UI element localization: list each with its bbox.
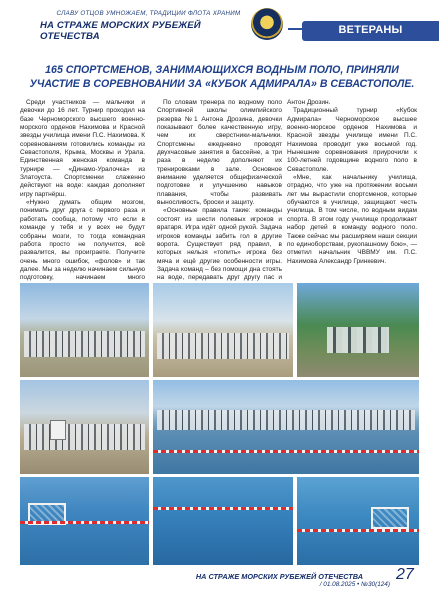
article-column-2 bbox=[157, 99, 282, 308]
lane-float bbox=[297, 529, 419, 532]
cadets-lineup bbox=[24, 331, 145, 357]
paragraph: «Основные правила такие: команды состоят из шести полевых игроков и вратаря. Игра идёт одной рукой. Задача игроков команды забить гол в другие ворота. Существует ряд правил, в которых нельзя «топить» игрока без мяча и ещё другие особенности игры. Задача команд – без помощи дна стоять на воде, передавать друг другу пас и bbox=[157, 207, 282, 282]
page-footer bbox=[0, 566, 439, 600]
water-polo-photo-icon bbox=[153, 477, 293, 565]
beach-photo-icon bbox=[153, 380, 419, 474]
group-photo-icon bbox=[153, 283, 293, 377]
section-label: ВЕТЕРАНЫ bbox=[338, 24, 403, 36]
lane-float bbox=[20, 521, 149, 524]
footer-title: НА СТРАЖЕ МОРСКИХ РУБЕЖЕЙ ОТЕЧЕСТВА bbox=[195, 572, 363, 581]
team-sign bbox=[50, 420, 66, 440]
lane-float bbox=[153, 507, 293, 510]
page-header bbox=[0, 0, 439, 50]
paragraph: По словам тренера по водному поло Спортивной школы олимпийского резерва №1 Антона Дрозина, девочки показывают более качественную игру, чем их сверстники-мальчики. Спортсмены ежедневно проводят двухчасовые занятия в бассейне, а три раза в неделю дополняют их тренировками в зале. Основное внимание уделяется общефизической подготовке и улучшению навыков плавания, чтобы развивать выносливость, броски и защиту. bbox=[157, 99, 282, 207]
section-tab bbox=[302, 21, 439, 41]
header-slogan: СЛАВУ ОТЦОВ УМНОЖАЕМ, ТРАДИЦИИ ФЛОТА ХРАНИМ bbox=[56, 10, 241, 17]
goal-net bbox=[371, 507, 409, 529]
group-photo-icon bbox=[20, 283, 149, 377]
water-polo-photo-icon bbox=[20, 477, 149, 565]
cadets-lineup bbox=[24, 424, 145, 450]
paragraph: Среди участников — мальчики и девочки до 16 лет. Турнир проходил на базе Черноморского высшего военно-морского орденов Нахимова и Красной звезды училища имени П.С. Нахимова. К соревнованиям готовились команды из Севастополя, Крыма, Москвы и Урала. Единственная женская команда в турнире — «Динамо-Уралочка» из Златоуста. Спортсменки слаженно действуют на воде: каждая дополняет игру партнёрш. bbox=[20, 99, 145, 198]
footer-issue: / 01.08.2025 • №30(124) bbox=[319, 581, 390, 588]
paragraph: Традиционный турнир «Кубок Адмирала» Черноморское высшее военно-морское орденов Нахимова и Красной звезды училище имени П.С. Нахимова проводит уже восьмой год. Нынешние соревнования приурочили к 100-летней годовщине водного поло в Севастополе. bbox=[287, 107, 417, 173]
masthead-title: НА СТРАЖЕ МОРСКИХ РУБЕЖЕЙ ОТЕЧЕСТВА bbox=[40, 20, 201, 42]
water-polo-photo-icon bbox=[297, 477, 419, 565]
page-number: 27 bbox=[396, 566, 414, 583]
paragraph: «Мне, как начальнику училища, отрадно, что уже на протяжении восьми лет мы вырастили спортсменов, которые обучаются в училище, защищают честь училища. В том числе, по водным видам спорта. В этом году училище продолжает набор детей в команду водного поло. Также сейчас мы расширяем наши секции по единоборствам, рукопашному бою», — отметил начальник ЧВВМУ им. П.С. Нахимова Александр Гринкевич. bbox=[287, 174, 417, 265]
paragraph: Антон Дрозин. bbox=[287, 99, 331, 106]
spectators-row bbox=[157, 410, 415, 430]
naval-emblem-icon bbox=[251, 8, 283, 40]
article-headline: 165 СПОРТСМЕНОВ, ЗАНИМАЮЩИХСЯ ВОДНЫМ ПОЛО, ПРИНЯЛИ УЧАСТИЕ В СОРЕВНОВАНИИ ЗА «КУБОК АДМИРАЛА» В СЕВАСТОПОЛЕ. bbox=[29, 64, 415, 90]
speaker-photo-icon bbox=[297, 283, 419, 377]
article-column-3 bbox=[287, 99, 417, 266]
group-photo-icon bbox=[20, 380, 149, 474]
lane-float bbox=[153, 450, 419, 453]
paragraph: «Нужно думать общим мозгом, понимать друг друга с первого раза и работать сообща, потому что если в команде у тебя и у всех не будут собраны мозги, то тогда командная работа просто не получится, всё развалится, вы проиграете. Получите очень много ошибок, «фолов» и так далее. Мы за неделю начинаем сильную подготовку, начинаем много bbox=[20, 199, 145, 282]
officials-group bbox=[327, 327, 389, 353]
cadets-lineup bbox=[157, 333, 289, 359]
